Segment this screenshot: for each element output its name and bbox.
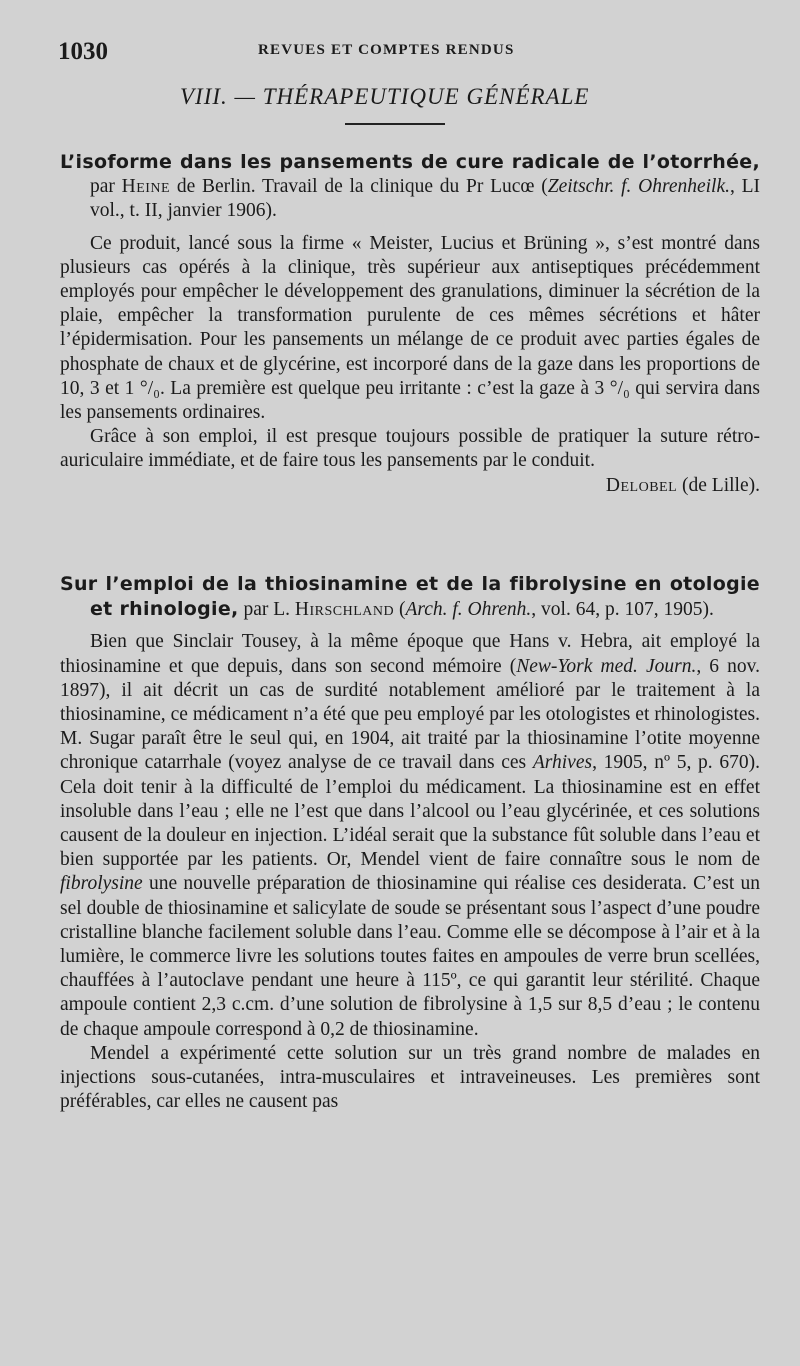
article-1-author: Heine: [121, 176, 171, 198]
page-header: [58, 38, 758, 68]
article-2-title: Sur l’emploi de la thiosinamine et de la fibrolysine en otologie et rhinologie,: [60, 573, 760, 621]
page-number: 1030: [58, 38, 108, 65]
article-1-signature: Delobel (de Lille).: [605, 474, 760, 496]
article-2: [60, 572, 760, 1114]
article-1-heading: L’isoforme dans les pansements de cure radicale de l’otorrhée, par Heine de Berlin. Travail de la clinique du Pr Lucœ (Zeitschr. f. Ohrenheilk., LI vol., t. II, janvier 1906).: [60, 151, 761, 222]
article-2-journal: Arch. f. Ohrenh.: [405, 599, 532, 621]
article-1-paragraph-1: Ce produit, lancé sous la firme « Meister, Lucius et Brüning », s’est montré dans plusieurs cas opérés à la clinique, très supérieur aux antiseptiques précédemment employés pour empêcher le développement des granulations, diminuer la sécrétion de la plaie, empêcher la transformation purulente de ces mêmes sécrétions et hâter l’épidermisation. Pour les pansements un mélange de ce produit avec parties égales de phosphate de chaux et de glycérine, est incorporé dans de la gaze dans les proportions de 10, 3 et 1 °/₀. La première est quelque peu irritante : c’est la gaze à 3 °/₀ qui servira dans les pansements ordinaires.: [60, 232, 760, 424]
article-2-paragraph-2: Mendel a expérimenté cette solution sur un très grand nombre de malades en injections sous-cutanées, intra-musculaires et intraveineuses. Les premières sont préférables, car elles ne causent pas: [60, 1042, 760, 1113]
article-1-paragraph-2: Grâce à son emploi, il est presque toujours possible de pratiquer la suture rétro-auriculaire immédiate, et de faire tous les pansements par le conduit. Delobel (de Lille).: [60, 425, 760, 473]
running-head: REVUES ET COMPTES RENDUS: [258, 42, 515, 58]
title-rule: [345, 123, 445, 125]
article-1-title: L’isoforme dans les pansements de cure radicale de l’otorrhée,: [60, 151, 760, 173]
section-title: VIII. — THÉRAPEUTIQUE GÉNÉRALE: [180, 84, 590, 109]
article-1-journal: Zeitschr. f. Ohrenheilk.: [547, 176, 731, 198]
article-2-paragraph-1: Bien que Sinclair Tousey, à la même époque que Hans v. Hebra, ait employé la thiosinamine et que depuis, dans son second mémoire (New-York med. Journ., 6 nov. 1897), il ait décrit un cas de surdité notablement amélioré par le traitement à la thiosinamine, ce médicament n’a été que peu employé par les otologistes et rhinologistes. M. Sugar paraît être le seul qui, en 1904, ait traité par la thiosinamine l’otite moyenne chronique catarrhale (voyez analyse de ce travail dans ces Arhives, 1905, nº 5, p. 670). Cela doit tenir à la difficulté de l’emploi du médicament. La thiosinamine est en effet insoluble dans l’eau ; elle ne l’est que dans l’alcool ou l’eau glycérinée, et ces solutions causent de la douleur en injection. L’idéal serait que la substance fût soluble dans l’eau et bien supportée par les patients. Or, Mendel vient de faire connaître sous le nom de fibrolysine une nouvelle préparation de thiosinamine qui réalise ces desiderata. C’est un sel double de thiosinamine et salicylate de soude se présentant sous l’aspect d’une poudre cristalline blanche facilement soluble dans l’eau. Comme elle se décompose à l’air et à la lumière, le commerce livre les solutions toutes faites en ampoules de verre brun scellées, chauffées à l’autoclave pendant une heure à 115º, ce qui garantit leur stérilité. Chaque ampoule contient 2,3 c.cm. d’une solution de fibrolysine à 1,5 sur 8,5 d’eau ; le contenu de chaque ampoule correspond à 0,2 de thiosinamine.: [60, 631, 760, 1040]
article-2-heading: Sur l’emploi de la thiosinamine et de la fibrolysine en otologie et rhinologie, par L. Hirschland (Arch. f. Ohrenh., vol. 64, p. 107, 1905).: [60, 573, 760, 621]
article-2-author: Hirschland: [294, 599, 395, 621]
article-1: [60, 150, 760, 498]
